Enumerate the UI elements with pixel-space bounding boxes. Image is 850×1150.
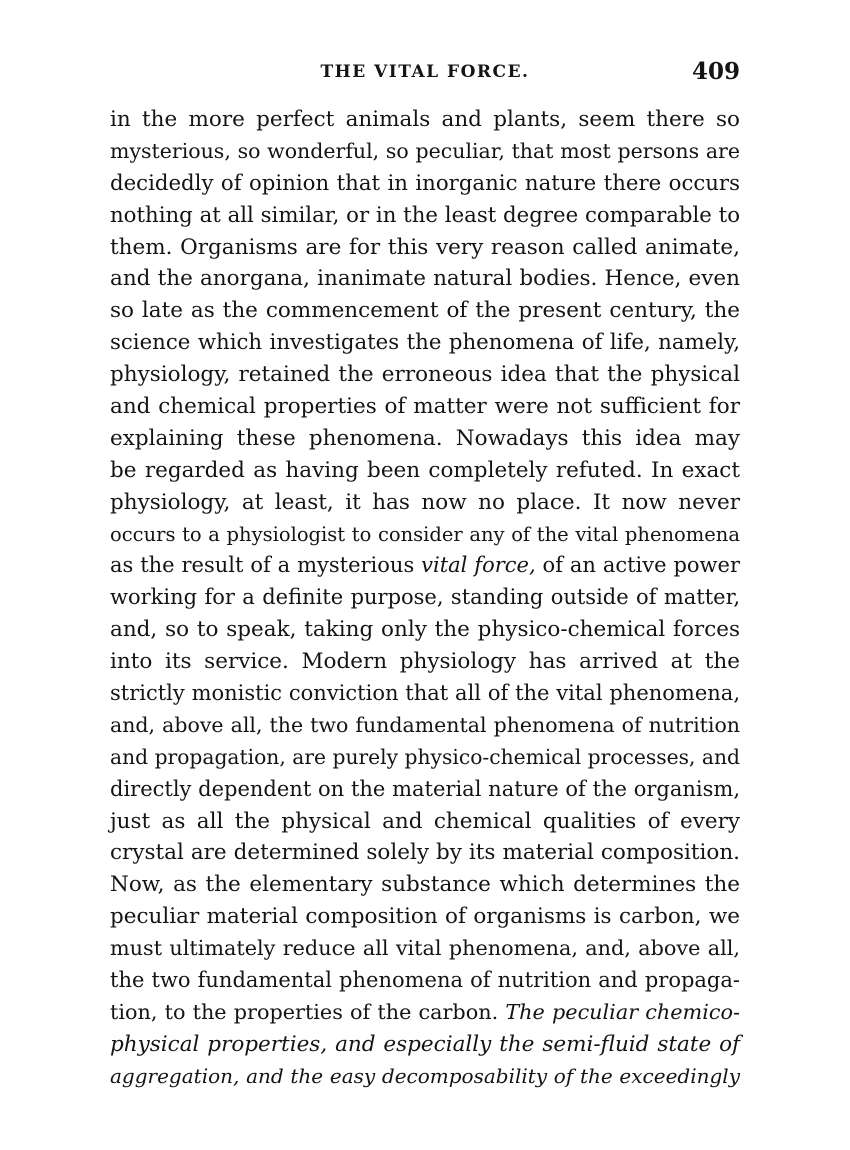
text-line: into its service. Modern physiology has arrived at the xyxy=(110,649,740,675)
italic-emphasis: vital force, xyxy=(421,553,536,578)
text-line: working for a definite purpose, standing outside of matter, xyxy=(110,585,740,610)
text-line: Now, as the elementary substance which determines the xyxy=(110,872,740,898)
roman-text: as the result of a mysterious xyxy=(110,553,422,578)
text-line: and, above all, the two fundamental phenomena of nutrition xyxy=(110,712,740,737)
running-head xyxy=(110,58,740,92)
text-line: be regarded as having been completely refuted. In exact xyxy=(110,457,740,483)
text-line: explaining these phenomena. Nowadays this idea may xyxy=(110,425,740,451)
text-line-mixed xyxy=(110,550,740,582)
italic-emphasis: physical properties, and especially the semi-fluid state of xyxy=(110,1031,740,1057)
roman-text: of an active power xyxy=(535,553,741,578)
text-line: physiology, retained the erroneous idea that the physical xyxy=(110,362,740,388)
italic-emphasis: aggregation, and the easy decomposability of the exceedingly xyxy=(110,1063,740,1088)
page-number: 409 xyxy=(691,58,740,85)
text-line: occurs to a physiologist to consider any of the vital phenomena xyxy=(110,522,740,546)
text-line: strictly monistic conviction that all of the vital phenomena, xyxy=(110,681,740,706)
text-line: physiology, at least, it has now no place. It now never xyxy=(110,489,740,515)
text-line: them. Organisms are for this very reason called animate, xyxy=(110,234,740,260)
text-line-mixed xyxy=(110,997,740,1029)
text-line: crystal are determined solely by its material composition. xyxy=(110,840,740,866)
text-line: and, so to speak, taking only the physico-chemical forces xyxy=(110,617,740,643)
italic-emphasis: The peculiar chemico- xyxy=(505,999,740,1024)
text-line: mysterious, so wonderful, so peculiar, that most persons are xyxy=(110,138,740,163)
text-line: and the anorgana, inanimate natural bodies. Hence, even xyxy=(110,266,740,292)
text-line: must ultimately reduce all vital phenomena, and, above all, xyxy=(110,936,740,961)
text-line-italic xyxy=(110,1061,740,1093)
text-line: decidedly of opinion that in inorganic nature there occurs xyxy=(110,170,740,196)
text-line: peculiar material composition of organisms is carbon, we xyxy=(110,904,740,930)
text-line: and chemical properties of matter were not sufficient for xyxy=(110,394,740,420)
text-line: nothing at all similar, or in the least degree comparable to xyxy=(110,202,740,228)
body-text xyxy=(110,104,740,1093)
text-line-italic xyxy=(110,1029,740,1061)
text-line: the two fundamental phenomena of nutrition and propaga- xyxy=(110,968,740,993)
text-line: and propagation, are purely physico-chemical processes, and xyxy=(110,744,740,769)
text-line: directly dependent on the material nature of the organism, xyxy=(110,776,740,801)
text-line: so late as the commencement of the present century, the xyxy=(110,298,740,324)
running-title: THE VITAL FORCE. xyxy=(320,62,530,82)
text-line: in the more perfect animals and plants, seem there so xyxy=(110,107,740,132)
roman-text: tion, to the properties of the carbon. xyxy=(110,999,506,1024)
text-line: just as all the physical and chemical qualities of every xyxy=(110,808,740,834)
text-line: science which investigates the phenomena of life, namely, xyxy=(110,330,740,356)
